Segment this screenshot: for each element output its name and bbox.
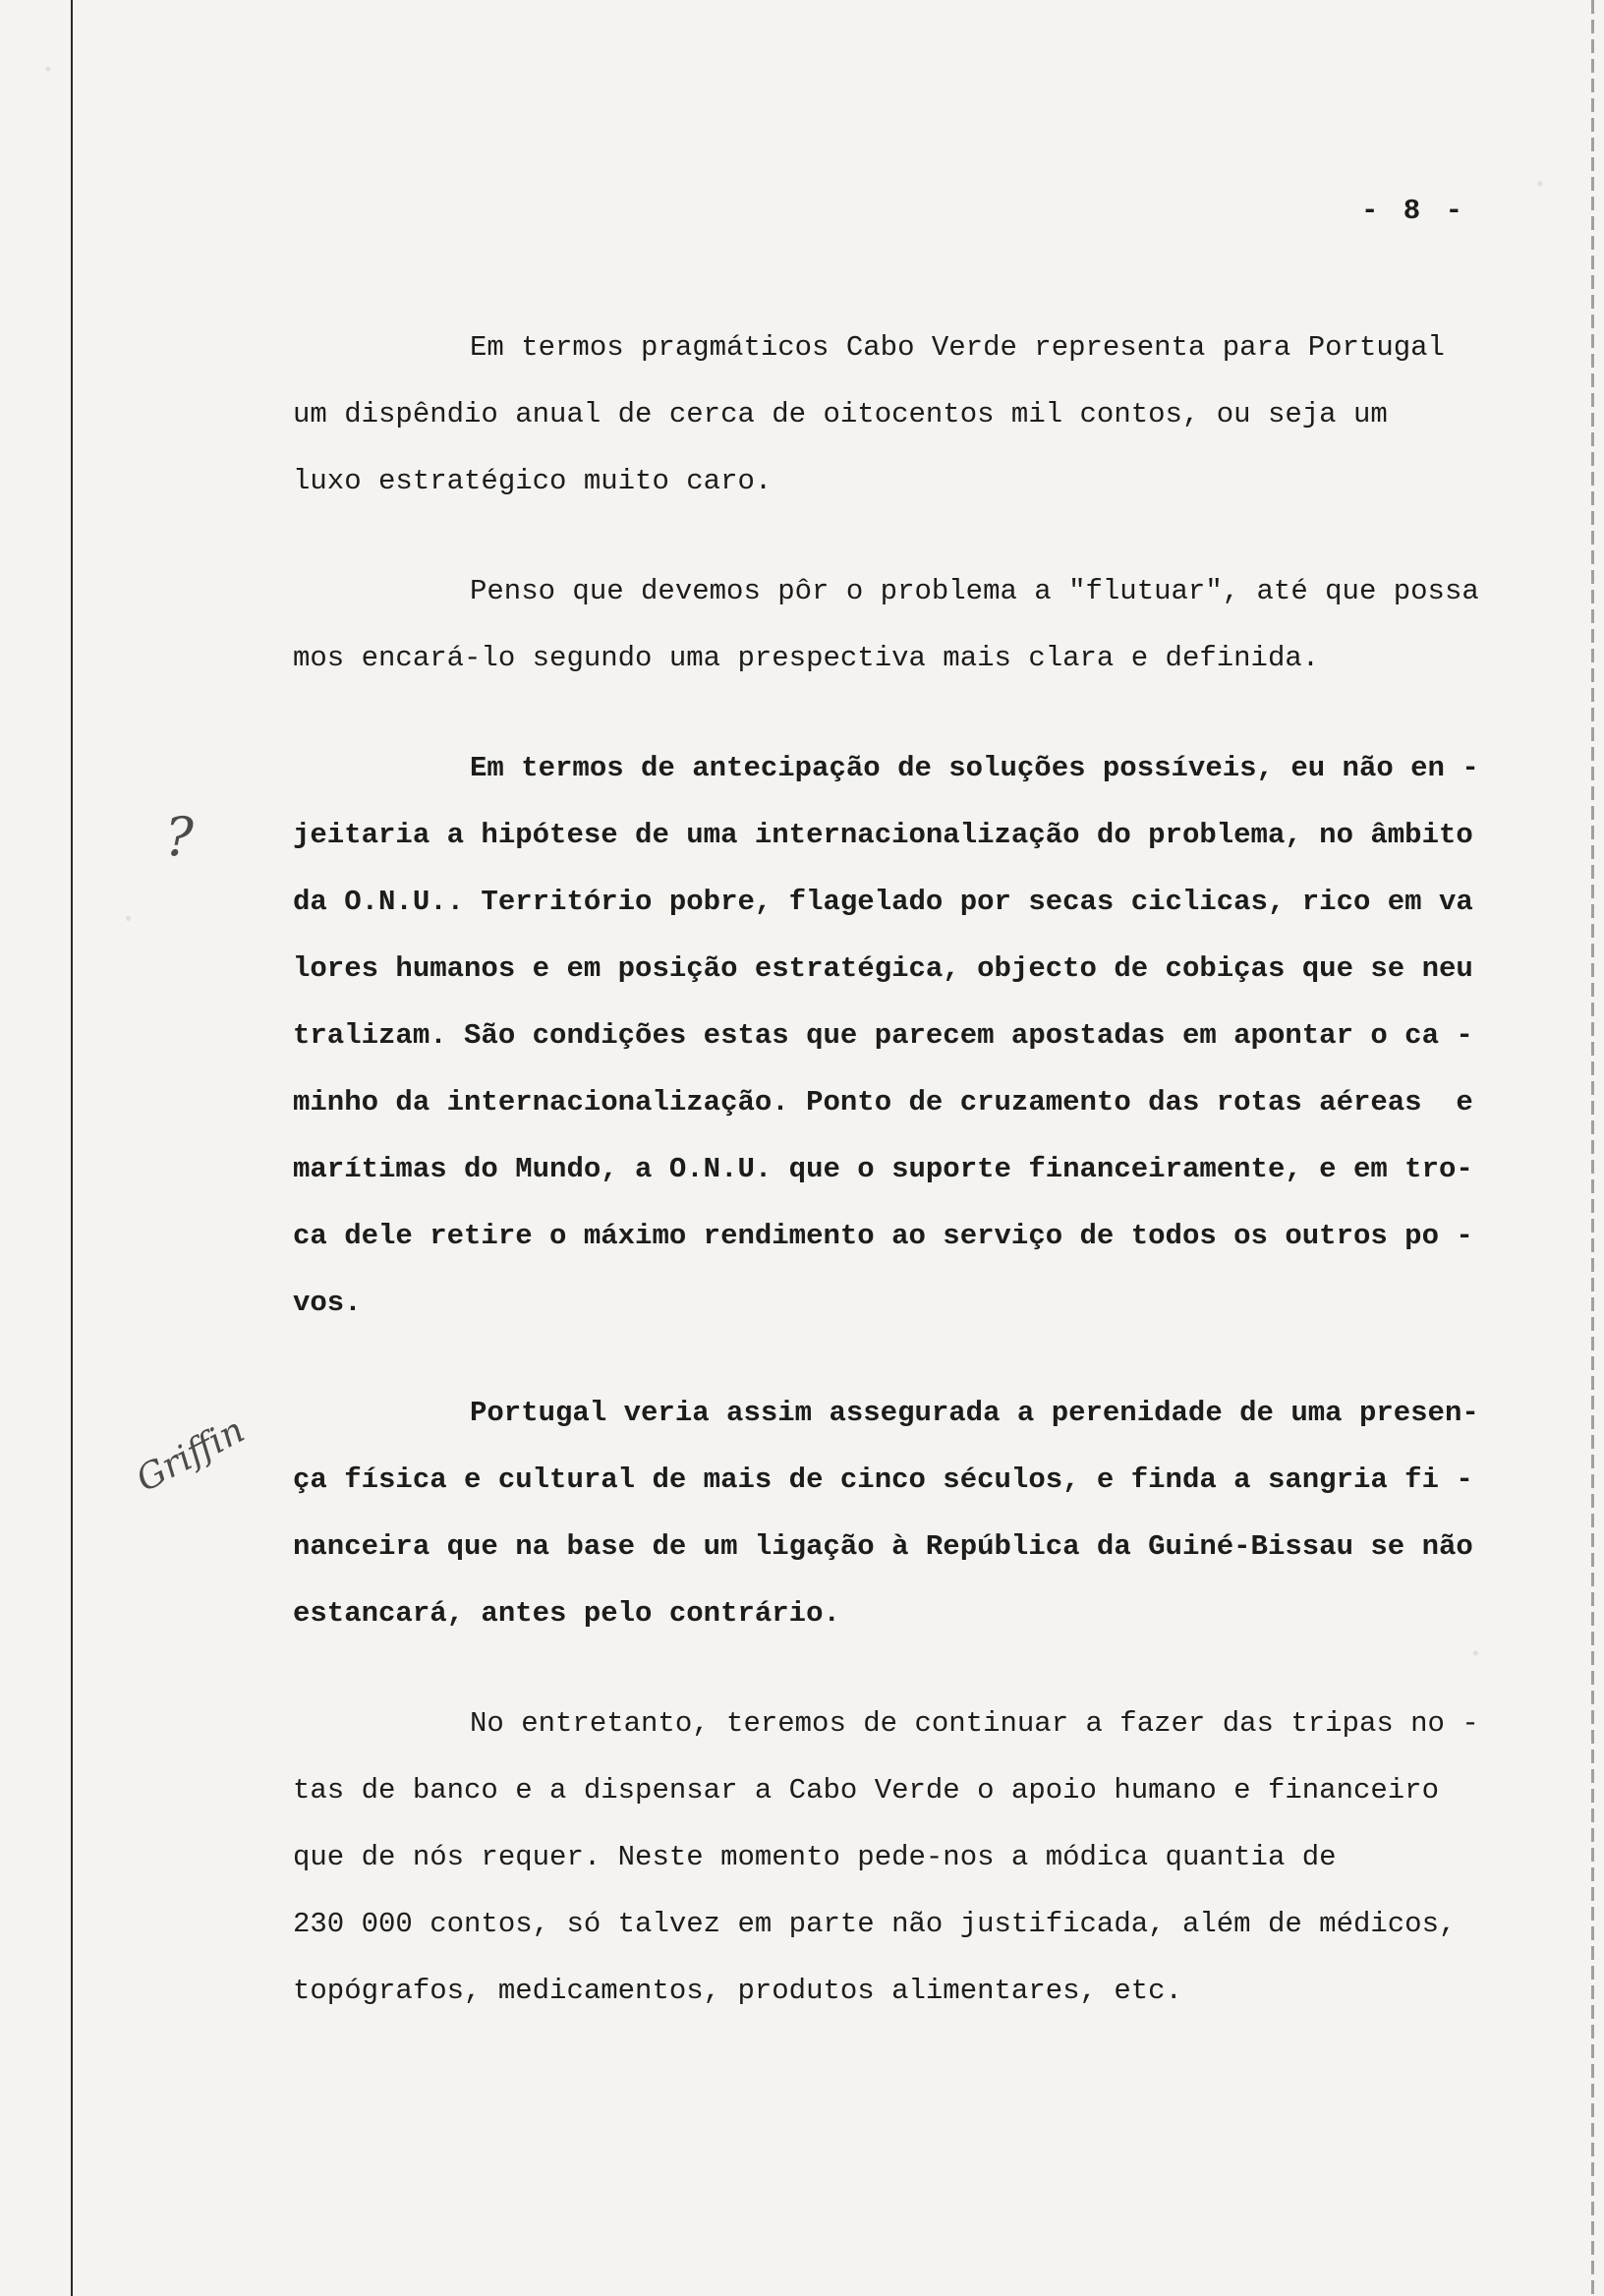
paragraph-5-line-3: que de nós requer. Neste momento pede-nos a módica quantia de [293, 1841, 1337, 1873]
paragraph-1-line-1: Em termos pragmáticos Cabo Verde representa para Portugal [470, 331, 1445, 364]
paragraph-2-line-2: mos encará-lo segundo uma prespectiva mais clara e definida. [293, 642, 1320, 674]
paragraph-3-line-8: ca dele retire o máximo rendimento ao serviço de todos os outros po - [293, 1220, 1473, 1252]
paragraph-3-line-4: lores humanos e em posição estratégica, objecto de cobiças que se neu [293, 952, 1473, 985]
typed-document-body [293, 315, 1531, 2068]
margin-signature: Griffin [130, 1409, 252, 1501]
paragraph-3-line-6: minho da internacionalização. Ponto de cruzamento das rotas aéreas e [293, 1086, 1473, 1119]
margin-question-mark: ? [165, 806, 194, 868]
paragraph-4 [293, 1380, 1531, 1647]
paragraph-5 [293, 1691, 1531, 2025]
paragraph-3-line-9: vos. [293, 1287, 362, 1319]
paragraph-4-line-2: ça física e cultural de mais de cinco séculos, e finda a sangria fi - [293, 1464, 1473, 1496]
paragraph-3-line-1: Em termos de antecipação de soluções possíveis, eu não en - [470, 752, 1479, 784]
paragraph-1-line-3: luxo estratégico muito caro. [293, 465, 773, 497]
paragraph-2 [293, 558, 1531, 692]
left-page-edge [71, 0, 73, 2296]
paragraph-2-line-1: Penso que devemos pôr o problema a "flutuar", até que possa [470, 575, 1479, 607]
paragraph-3-line-5: tralizam. São condições estas que parecem apostadas em apontar o ca - [293, 1019, 1473, 1052]
paragraph-1-line-2: um dispêndio anual de cerca de oitocentos mil contos, ou seja um [293, 398, 1388, 430]
paragraph-1 [293, 315, 1531, 515]
paragraph-3 [293, 735, 1531, 1337]
page-number: - 8 - [1361, 195, 1467, 227]
paragraph-3-line-7: marítimas do Mundo, a O.N.U. que o suporte financeiramente, e em tro- [293, 1153, 1473, 1185]
paragraph-4-line-1: Portugal veria assim assegurada a perenidade de uma presen- [470, 1397, 1479, 1429]
paragraph-4-line-3: nanceira que na base de um ligação à República da Guiné-Bissau se não [293, 1530, 1473, 1563]
paragraph-3-line-2: jeitaria a hipótese de uma internacionalização do problema, no âmbito [293, 819, 1473, 851]
right-page-edge [1591, 0, 1594, 2296]
paragraph-5-line-1: No entretanto, teremos de continuar a fazer das tripas no - [470, 1707, 1479, 1740]
paragraph-5-line-4: 230 000 contos, só talvez em parte não justificada, além de médicos, [293, 1908, 1457, 1940]
paragraph-3-line-3: da O.N.U.. Território pobre, flagelado por secas ciclicas, rico em va [293, 886, 1473, 918]
paragraph-5-line-2: tas de banco e a dispensar a Cabo Verde o apoio humano e financeiro [293, 1774, 1439, 1807]
paragraph-4-line-4: estancará, antes pelo contrário. [293, 1597, 840, 1630]
paragraph-5-line-5: topógrafos, medicamentos, produtos alimentares, etc. [293, 1975, 1182, 2007]
